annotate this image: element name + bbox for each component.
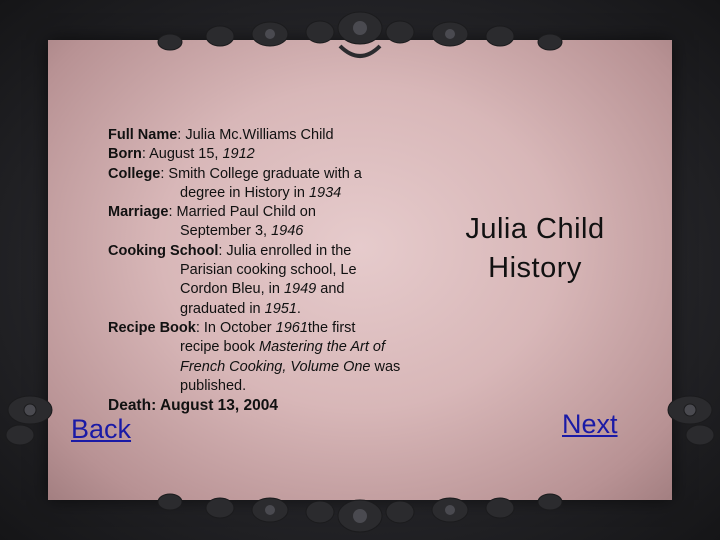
death-entry: Death: August 13, 2004 (108, 397, 278, 415)
full-name-entry: Full Name: Julia Mc.Williams Child (108, 127, 334, 143)
cooking-school-entry: Cooking School: Julia enrolled in the Parisian cooking school, Le Cordon Bleu, in 1949 and graduated in 1951. (108, 242, 357, 317)
marriage-entry: Marriage: Married Paul Child on September 3, 1946 (108, 204, 316, 240)
top-ornament-icon (150, 6, 570, 76)
right-ornament-icon (660, 380, 720, 460)
slide-title (450, 210, 620, 288)
next-link[interactable]: Next (562, 409, 618, 439)
slide-title-line1: Julia Child (465, 213, 605, 245)
biography-text (108, 126, 448, 415)
left-ornament-icon (0, 380, 60, 460)
college-entry: College: Smith College graduate with a degree in History in 1934 (108, 165, 362, 201)
back-link[interactable]: Back (71, 414, 132, 444)
slide-title-line2: History (488, 252, 582, 284)
recipe-book-entry: Recipe Book: In October 1961the first recipe book Mastering the Art of French Cooking, Volume One was published. (108, 319, 401, 394)
bottom-ornament-icon (150, 470, 570, 540)
born-entry: Born: August 15, 1912 (108, 146, 255, 163)
